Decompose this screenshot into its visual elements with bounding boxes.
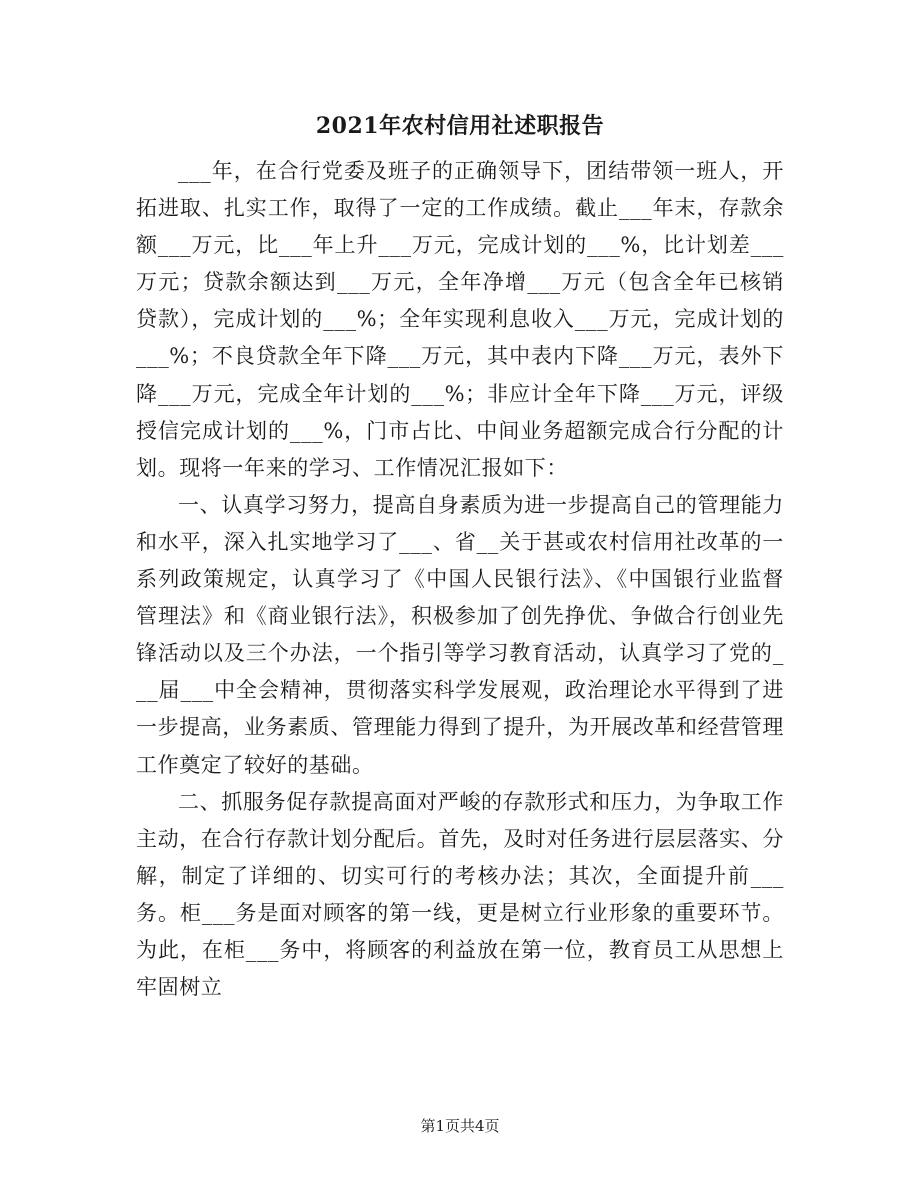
- paragraph-service: 二、抓服务促存款提高面对严峻的存款形式和压力，为争取工作主动，在合行存款计划分配后。首先，及时对任务进行层层落实、分解，制定了详细的、切实可行的考核办法；其次，全面提升前___务。柜___务是面对顾客的第一线，更是树立行业形象的重要环节。为此，在柜___务中，将顾客的利益放在第一位，教育员工从思想上牢固树立: [136, 789, 784, 1000]
- document-body: [136, 153, 784, 1006]
- document-title: 2021年农村信用社述职报告: [315, 113, 605, 139]
- paragraph-study: 一、认真学习努力，提高自身素质为进一步提高自己的管理能力和水平，深入扎实地学习了___、省__关于甚或农村信用社改革的一系列政策规定，认真学习了《中国人民银行法》、《中国银行业监督管理法》和《商业银行法》，积极参加了创先挣优、争做合行创业先锋活动以及三个办法，一个指引等学习教育活动，认真学习了党的___届___中全会精神，贯彻落实科学发展观，政治理论水平得到了进一步提高，业务素质、管理能力得到了提升，为开展改革和经营管理工作奠定了较好的基础。: [136, 492, 784, 777]
- paragraph-intro: ___年，在合行党委及班子的正确领导下，团结带领一班人，开拓进取、扎实工作，取得了一定的工作成绩。截止___年末，存款余额___万元，比___年上升___万元，完成计划的___%，比计划差___万元；贷款余额达到___万元，全年净增___万元（包含全年已核销贷款），完成计划的___%；全年实现利息收入___万元，完成计划的___%；不良贷款全年下降___万元，其中表内下降___万元，表外下降___万元，完成全年计划的___%；非应计全年下降___万元，评级授信完成计划的___%，门市占比、中间业务超额完成合行分配的计划。现将一年来的学习、工作情况汇报如下：: [136, 159, 784, 480]
- page-number-footer: 第1页共4页: [420, 1117, 500, 1135]
